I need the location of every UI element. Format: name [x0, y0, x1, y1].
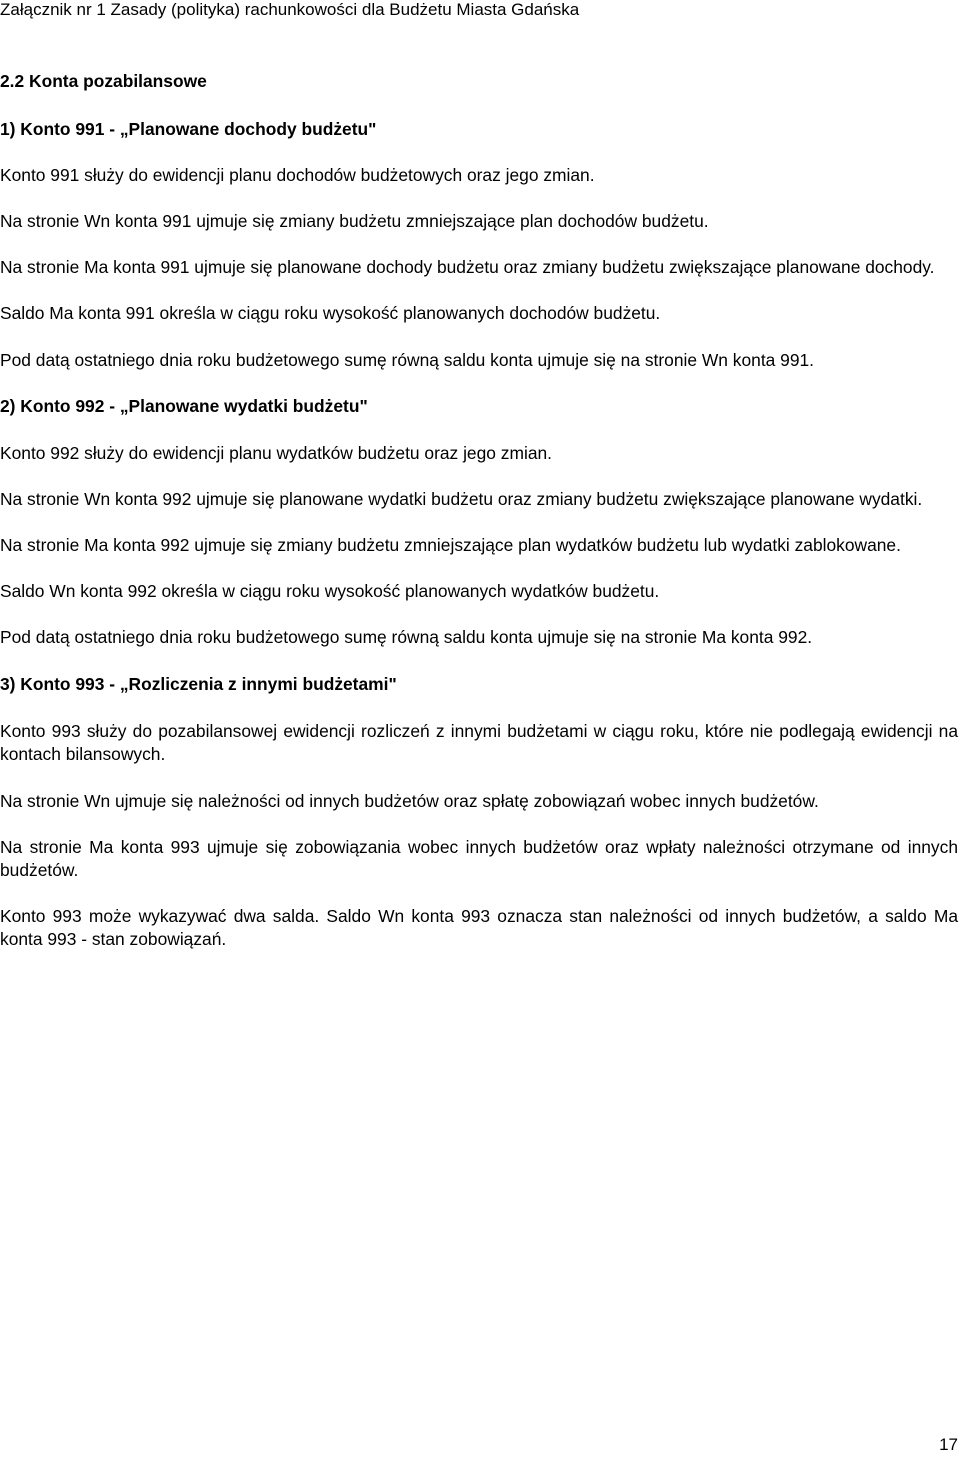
paragraph: Na stronie Ma konta 992 ujmuje się zmiany budżetu zmniejszające plan wydatków budżetu lub wydatki zablokowane. [0, 535, 901, 555]
paragraph: Konto 993 służy do pozabilansowej ewidencji rozliczeń z innymi budżetami w ciągu roku, które nie podlegają ewidencji na kontach bilansowych. [0, 721, 958, 764]
paragraph: Konto 993 może wykazywać dwa salda. Saldo Wn konta 993 oznacza stan należności od innych budżetów, a saldo Ma konta 993 - stan zobowiązań. [0, 906, 958, 949]
paragraph: Saldo Ma konta 991 określa w ciągu roku wysokość planowanych dochodów budżetu. [0, 303, 661, 323]
paragraph: Na stronie Wn konta 991 ujmuje się zmiany budżetu zmniejszające plan dochodów budżetu. [0, 211, 709, 231]
page-number: 17 [939, 1435, 958, 1454]
chapter-title: 2.2 Konta pozabilansowe [0, 71, 207, 91]
document-body [0, 70, 958, 951]
page-header: Załącznik nr 1 Zasady (polityka) rachunkowości dla Budżetu Miasta Gdańska [0, 0, 580, 19]
paragraph: Konto 991 służy do ewidencji planu dochodów budżetowych oraz jego zmian. [0, 165, 595, 185]
paragraph: Saldo Wn konta 992 określa w ciągu roku wysokość planowanych wydatków budżetu. [0, 581, 660, 601]
section-title-991: 1) Konto 991 - „Planowane dochody budżetu" [0, 119, 377, 139]
paragraph: Na stronie Wn konta 992 ujmuje się planowane wydatki budżetu oraz zmiany budżetu zwiększające planowane wydatki. [0, 489, 923, 509]
paragraph: Na stronie Wn ujmuje się należności od innych budżetów oraz spłatę zobowiązań wobec innych budżetów. [0, 791, 819, 811]
paragraph: Pod datą ostatniego dnia roku budżetowego sumę równą saldu konta ujmuje się na stronie Wn konta 991. [0, 350, 815, 370]
paragraph: Na stronie Ma konta 993 ujmuje się zobowiązania wobec innych budżetów oraz wpłaty należności otrzymane od innych budżetów. [0, 837, 958, 880]
paragraph: Na stronie Ma konta 991 ujmuje się planowane dochody budżetu oraz zmiany budżetu zwiększające planowane dochody. [0, 257, 935, 277]
section-title-992: 2) Konto 992 - „Planowane wydatki budżetu" [0, 396, 368, 416]
paragraph: Konto 992 służy do ewidencji planu wydatków budżetu oraz jego zmian. [0, 443, 552, 463]
paragraph: Pod datą ostatniego dnia roku budżetowego sumę równą saldu konta ujmuje się na stronie Ma konta 992. [0, 627, 813, 647]
section-title-993: 3) Konto 993 - „Rozliczenia z innymi budżetami" [0, 674, 397, 694]
